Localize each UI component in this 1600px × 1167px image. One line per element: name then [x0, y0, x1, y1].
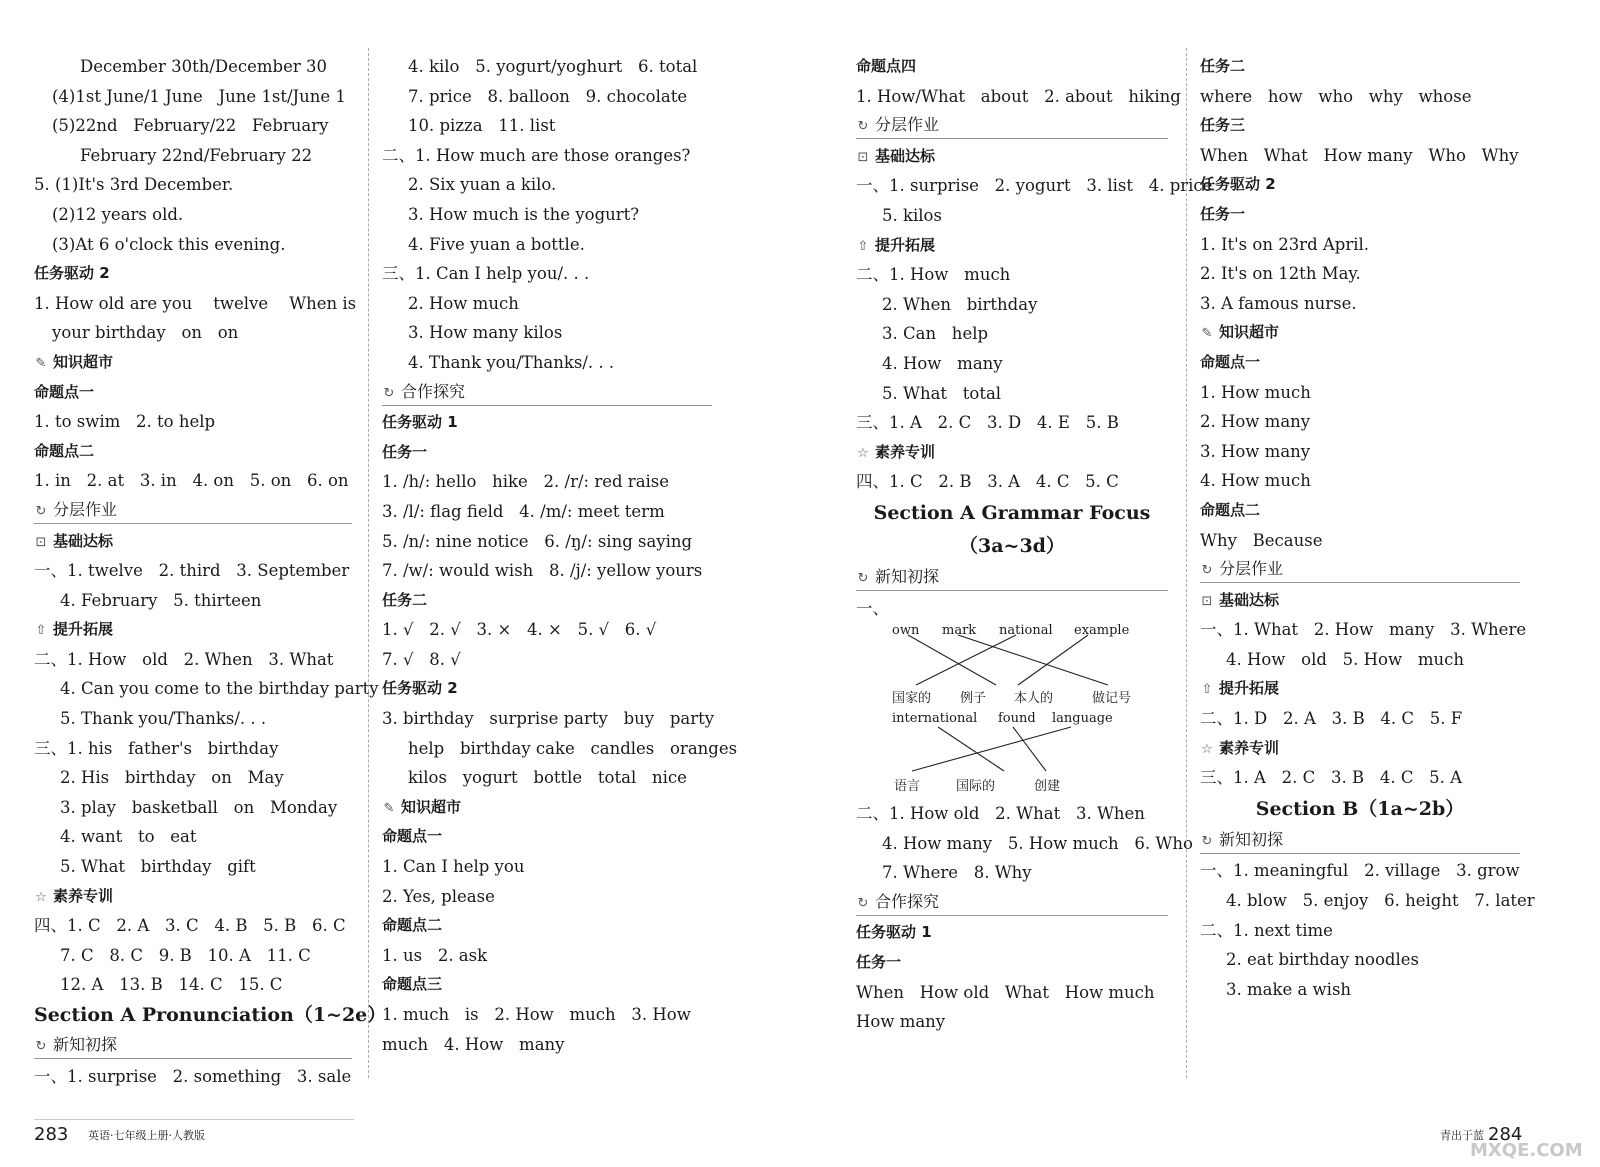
text-line: 1. us 2. ask: [382, 945, 488, 965]
text-line: 三、1. Can I help you/. . .: [382, 264, 590, 284]
task-heading: 任务驱动 1: [856, 923, 932, 942]
text-line: 7. C 8. C 9. B 10. A 11. C: [60, 945, 311, 965]
publisher-note: 青出于蓝: [1440, 1129, 1484, 1142]
text-line: 4. How many 5. How much 6. Who: [882, 833, 1193, 853]
level-heading: ⊡ 基础达标: [856, 142, 1168, 172]
cn-word: 创建: [1034, 779, 1061, 795]
section-bar: ↻ 合作探究: [382, 378, 712, 406]
text-line: 4. kilo 5. yogurt/yoghurt 6. total: [408, 57, 698, 76]
column-divider: [368, 48, 369, 1078]
section-icon: ↻: [857, 895, 869, 911]
match-line: [916, 635, 1016, 685]
section-icon: ↻: [1201, 563, 1213, 579]
star-icon: ☆: [1201, 741, 1213, 757]
task-heading: 任务驱动 1: [382, 413, 458, 432]
cn-word: 语言: [894, 779, 921, 795]
text-line: 1. How/What about 2. about hiking: [856, 86, 1181, 106]
text-line: kilos yogurt bottle total nice: [408, 768, 687, 788]
section-title: Section A Pronunciation（1~2e）: [34, 1004, 387, 1026]
cn-word: 国际的: [956, 779, 996, 795]
text-line: 4. How much: [1200, 471, 1311, 491]
text-line: 2. How many: [1200, 412, 1311, 432]
text-line: 1. How old are you twelve When is: [34, 293, 357, 313]
level-heading: ⊡ 基础达标: [1200, 586, 1520, 616]
text-line: 4. How old 5. How much: [1226, 649, 1464, 669]
level-heading: ☆ 素养专训: [34, 882, 352, 912]
text-line: 5. Thank you/Thanks/. . .: [60, 709, 267, 729]
star-icon: ☆: [857, 445, 869, 461]
section-icon: ↻: [1201, 833, 1213, 849]
match-line: [1018, 635, 1088, 685]
text-line: 二、1. How much are those oranges?: [382, 145, 691, 165]
text-line: 3. How many kilos: [408, 323, 563, 343]
column-4: [1200, 52, 1535, 1004]
column-divider: [1186, 48, 1187, 1078]
text-line: 2. When birthday: [882, 294, 1038, 314]
level-heading: ⇧ 提升拓展: [856, 231, 1168, 261]
text-line: (3)At 6 o'clock this evening.: [52, 234, 286, 254]
text-line: (4)1st June/1 June June 1st/June 1: [52, 86, 346, 106]
text-line: When What How many Who Why: [1200, 145, 1519, 165]
text-line: 10. pizza 11. list: [408, 116, 556, 136]
text-line: 3. A famous nurse.: [1200, 293, 1357, 313]
task-heading: 任务二: [382, 590, 428, 609]
text-line: 4. want to eat: [60, 827, 197, 847]
cn-word: 例子: [960, 691, 987, 707]
section-bar: ↻ 合作探究: [856, 888, 1168, 916]
knowledge-icon: ✎: [35, 355, 47, 371]
knowledge-icon: ✎: [383, 800, 395, 816]
section-icon: ↻: [35, 1039, 47, 1054]
text-line: 3. How much is the yogurt?: [408, 204, 640, 224]
word-national: national: [999, 623, 1053, 639]
section-icon: ↻: [383, 385, 395, 401]
text-line: your birthday on on: [52, 323, 239, 343]
text-line: 1. Can I help you: [382, 857, 525, 877]
text-line: How many: [856, 1012, 946, 1032]
text-line: 二、1. D 2. A 3. B 4. C 5. F: [1200, 709, 1463, 729]
text-line: 三、1. A 2. C 3. B 4. C 5. A: [1200, 768, 1463, 788]
text-line: 1. It's on 23rd April.: [1200, 234, 1370, 254]
section-heading: ✎ 知识超市: [34, 348, 352, 378]
text-line: 4. Five yuan a bottle.: [408, 234, 585, 254]
text-line: 3. play basketball on Monday: [60, 797, 338, 817]
text-line: 4. February 5. thirteen: [60, 590, 262, 610]
word-own: own: [892, 623, 920, 639]
text-line: help birthday cake candles oranges: [408, 738, 738, 758]
page-number-right: 284: [1488, 1124, 1523, 1145]
text-line: (5)22nd February/22 February: [52, 116, 329, 136]
text-line: 2. Six yuan a kilo.: [408, 175, 557, 195]
text-line: 二、1. next time: [1200, 920, 1333, 940]
match-line: [1013, 727, 1046, 771]
text-line: 5. /n/: nine notice 6. /ŋ/: sing saying: [382, 531, 693, 551]
text-line: 一、1. meaningful 2. village 3. grow: [1200, 861, 1520, 881]
section-bar: ↻ 分层作业: [1200, 555, 1520, 583]
text-line: 12. A 13. B 14. C 15. C: [60, 975, 283, 995]
section-title: Section A Grammar Focus: [873, 501, 1151, 524]
point-heading: 命题点一: [382, 827, 443, 846]
text-line: 2. It's on 12th May.: [1200, 264, 1361, 284]
text-line: 4. blow 5. enjoy 6. height 7. later: [1226, 891, 1535, 911]
match-line: [958, 635, 1108, 685]
point-heading: 命题点二: [34, 441, 95, 460]
text-line: 一、1. twelve 2. third 3. September: [34, 561, 350, 581]
matching-diagram: [856, 623, 1186, 799]
point-heading: 命题点四: [856, 57, 917, 75]
text-line: 1. How much: [1200, 382, 1311, 402]
level-heading: ⇧ 提升拓展: [34, 615, 352, 645]
task-heading: 任务一: [382, 442, 428, 461]
cn-word: 国家的: [892, 691, 932, 707]
text-line: 7. price 8. balloon 9. chocolate: [408, 86, 688, 106]
task-heading: 任务驱动 2: [1200, 175, 1276, 194]
word-mark: mark: [942, 623, 977, 639]
word-found: found: [998, 711, 1036, 727]
lock-icon: ⊡: [857, 149, 869, 165]
cn-word: 本人的: [1014, 691, 1054, 707]
section-heading: ✎ 知识超市: [1200, 318, 1520, 348]
level-heading: ⊡ 基础达标: [34, 527, 352, 557]
match-line: [938, 727, 1004, 771]
text-line: where how who why whose: [1200, 86, 1472, 106]
text-line: 5. What birthday gift: [60, 857, 256, 877]
section-bar: ↻ 新知初探: [856, 563, 1168, 591]
text-line: 5. kilos: [882, 205, 942, 225]
section-title: Section B（1a~2b）: [1255, 797, 1465, 820]
task-heading: 任务二: [1200, 57, 1246, 75]
text-line: 2. Yes, please: [382, 886, 495, 906]
task-heading: 任务三: [1200, 116, 1246, 135]
text-line: 三、1. his father's birthday: [34, 738, 279, 758]
task-heading: 任务驱动 2: [34, 264, 110, 283]
point-heading: 命题点二: [382, 916, 443, 935]
text-line: When How old What How much: [856, 982, 1155, 1002]
lock-icon: ⊡: [35, 534, 47, 550]
text-line: 三、1. A 2. C 3. D 4. E 5. B: [856, 413, 1119, 433]
task-heading: 任务驱动 2: [382, 679, 458, 698]
level-heading: ☆ 素养专训: [1200, 734, 1520, 764]
point-heading: 命题点一: [34, 382, 95, 401]
lock-icon: ⊡: [1201, 593, 1213, 609]
section-bar: ↻ 新知初探: [1200, 826, 1520, 854]
book-info: 英语·七年级上册·人教版: [88, 1129, 205, 1142]
text-line: 1. in 2. at 3. in 4. on 5. on 6. on: [34, 471, 349, 491]
text-line: 5. (1)It's 3rd December.: [34, 175, 234, 195]
text-line: 1. much is 2. How much 3. How: [382, 1005, 691, 1024]
text-line: 5. What total: [882, 383, 1002, 403]
section-icon: ↻: [857, 570, 869, 586]
word-international: international: [892, 711, 978, 727]
arrow-up-icon: ⇧: [35, 623, 47, 639]
text-line: 1. /h/: hello hike 2. /r/: red raise: [382, 472, 670, 492]
text-line: 3. birthday surprise party buy party: [382, 709, 715, 729]
text-line: 四、1. C 2. B 3. A 4. C 5. C: [856, 472, 1119, 492]
text-line: 一、1. surprise 2. yogurt 3. list 4. price: [856, 176, 1213, 196]
text-line: 4. How many: [882, 353, 1003, 373]
text-line: 一、1. What 2. How many 3. Where: [1200, 620, 1527, 640]
text-line: 4. Can you come to the birthday party: [60, 679, 379, 699]
text-line: 3. How many: [1200, 441, 1311, 461]
task-heading: 任务一: [1200, 204, 1246, 223]
text-line: 四、1. C 2. A 3. C 4. B 5. B 6. C: [34, 916, 346, 936]
text-line: 3. /l/: flag field 4. /m/: meet term: [382, 501, 665, 521]
knowledge-icon: ✎: [1201, 326, 1213, 342]
text-line: 7. /w/: would wish 8. /j/: yellow yours: [382, 561, 703, 581]
section-bar: ↻ 分层作业: [34, 496, 352, 524]
section-subtitle: （3a~3d）: [959, 534, 1065, 557]
text-line: 2. His birthday on May: [60, 768, 284, 788]
text-line: 1. to swim 2. to help: [34, 412, 216, 432]
arrow-up-icon: ⇧: [1201, 682, 1213, 698]
match-line: [908, 635, 996, 685]
arrow-up-icon: ⇧: [857, 238, 869, 254]
star-icon: ☆: [35, 889, 47, 905]
word-example: example: [1074, 623, 1130, 639]
text-line: (2)12 years old.: [52, 204, 184, 224]
text-line: 7. Where 8. Why: [882, 863, 1032, 883]
cn-word: 做记号: [1092, 691, 1132, 707]
text-line: 1. √ 2. √ 3. × 4. × 5. √ 6. √: [382, 620, 657, 640]
text-line: Why Because: [1200, 530, 1323, 550]
text-line: 2. How much: [408, 293, 519, 313]
task-heading: 任务一: [856, 953, 902, 972]
word-language: language: [1052, 711, 1113, 727]
text-line: 一、1. surprise 2. something 3. sale: [34, 1066, 352, 1086]
text-line: December 30th/December 30: [80, 57, 328, 76]
column-1: [34, 52, 387, 1091]
text-line: 3. make a wish: [1226, 979, 1352, 999]
match-line: [912, 727, 1071, 771]
text-line: 2. eat birthday noodles: [1226, 950, 1419, 970]
text-line: 一、: [856, 598, 889, 618]
section-icon: ↻: [35, 503, 47, 519]
page-number-left: 283: [34, 1124, 69, 1145]
column-2: [382, 52, 738, 1059]
point-heading: 命题点二: [1200, 500, 1261, 519]
text-line: 7. √ 8. √: [382, 649, 461, 669]
level-heading: ☆ 素养专训: [856, 438, 1168, 468]
footer-rule: [34, 1119, 354, 1120]
text-line: 二、1. How old 2. What 3. When: [856, 804, 1145, 824]
level-heading: ⇧ 提升拓展: [1200, 674, 1520, 704]
point-heading: 命题点一: [1200, 352, 1261, 371]
section-heading: ✎ 知识超市: [382, 793, 712, 823]
text-line: 3. Can help: [882, 324, 989, 344]
text-line: 二、1. How old 2. When 3. What: [34, 649, 334, 669]
column-3: [856, 52, 1213, 1037]
text-line: much 4. How many: [382, 1034, 565, 1054]
watermark: MXQE.COM: [1470, 1140, 1583, 1161]
section-bar: ↻ 分层作业: [856, 111, 1168, 139]
point-heading: 命题点三: [382, 975, 443, 994]
text-line: February 22nd/February 22: [80, 145, 313, 165]
text-line: 二、1. How much: [856, 265, 1011, 285]
section-icon: ↻: [857, 119, 869, 135]
section-bar: ↻ 新知初探: [34, 1031, 352, 1059]
text-line: 4. Thank you/Thanks/. . .: [408, 352, 615, 372]
